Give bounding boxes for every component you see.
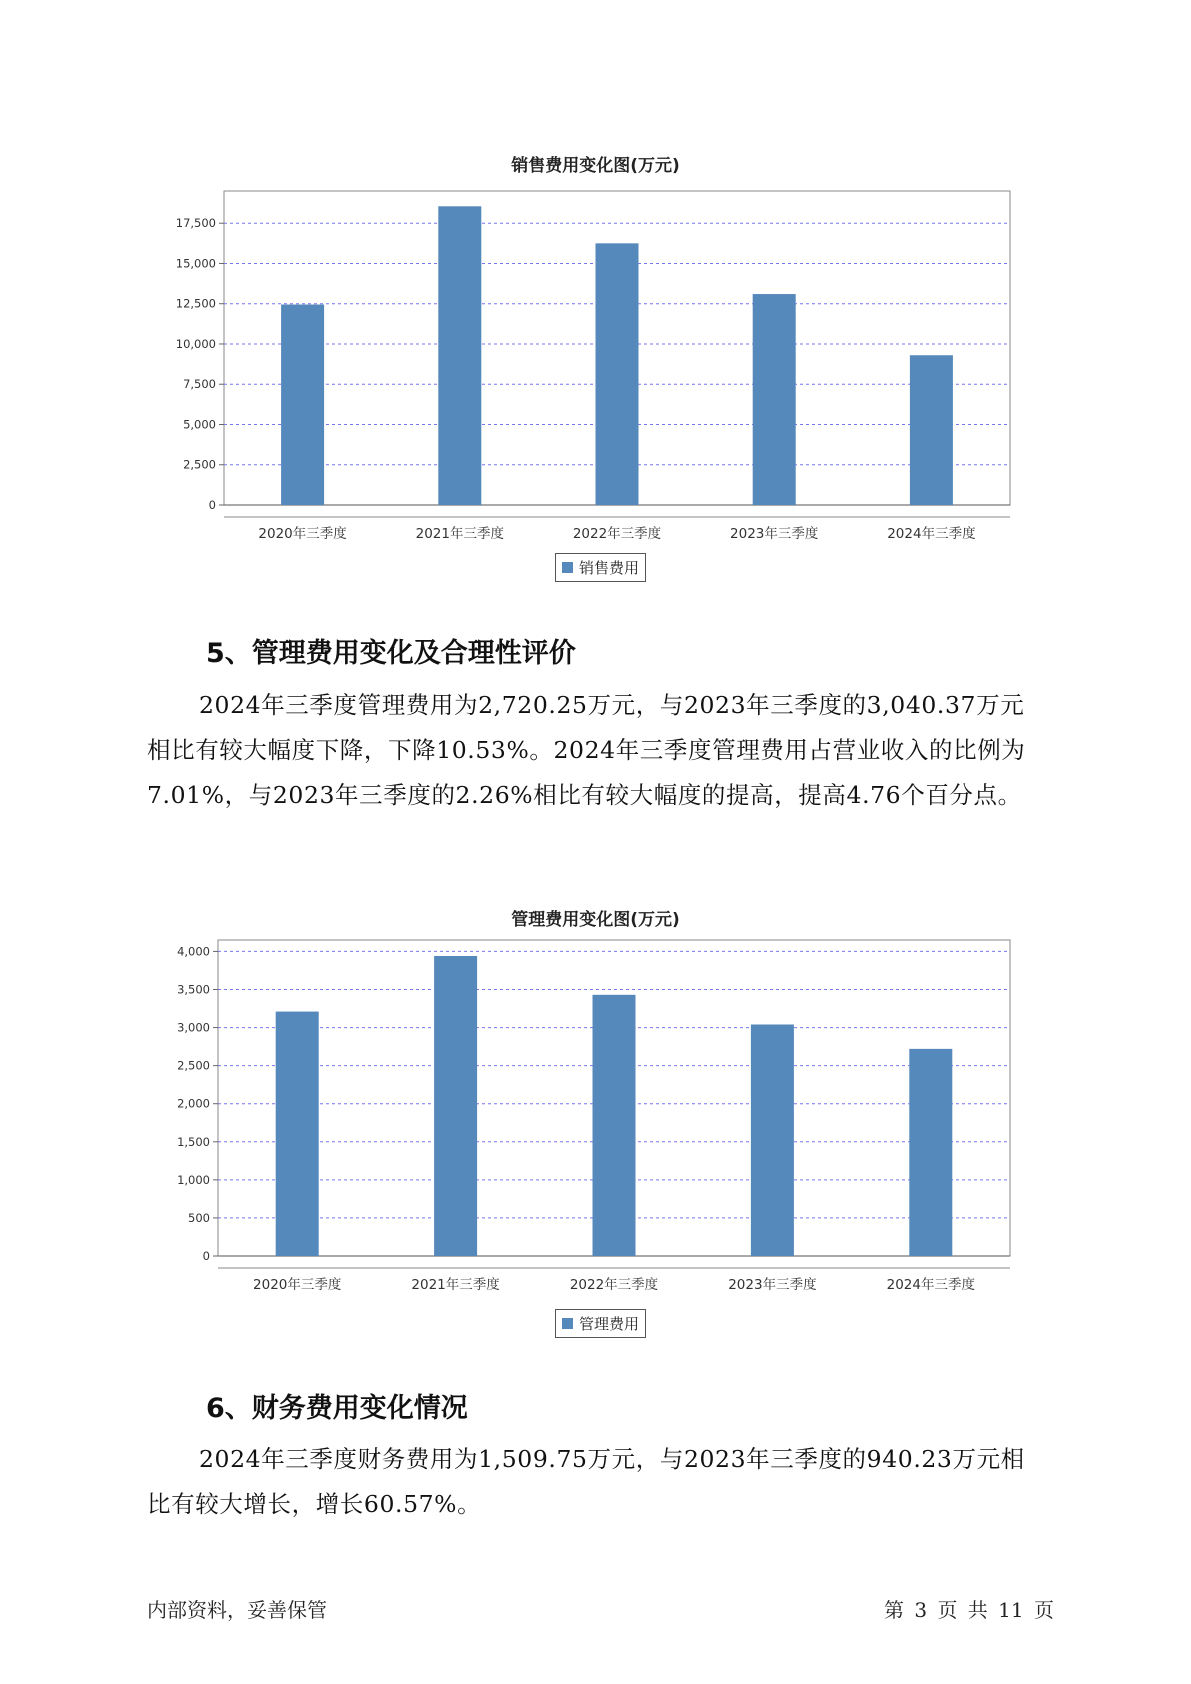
x-tick-label: 2022年三季度 xyxy=(569,1277,659,1293)
x-tick-label: 2023年三季度 xyxy=(728,1277,817,1293)
y-tick-label: 4,000 xyxy=(177,944,210,959)
footer-page-number: 第 3 页 共 11 页 xyxy=(884,1598,1054,1622)
bar-2021年三季度 xyxy=(434,956,477,1256)
admin-expense-chart-title: 管理费用变化图(万元) xyxy=(511,910,680,930)
y-tick-label: 0 xyxy=(208,498,216,512)
legend-swatch-icon xyxy=(562,1318,573,1329)
section-5-paragraph: 2024年三季度管理费用为2,720.25万元，与2023年三季度的3,040.37万元相比有较大幅度下降，下降10.53%。2024年三季度管理费用占营业收入的比例为7.01%，与2023年三季度的2.26%相比有较大幅度的提高，提高4.76个百分点。 xyxy=(147,691,1026,809)
y-tick-label: 3,500 xyxy=(177,982,210,997)
x-tick-label: 2020年三季度 xyxy=(258,526,347,542)
y-tick-label: 17,500 xyxy=(175,216,216,231)
y-tick-label: 1,000 xyxy=(177,1172,210,1187)
y-tick-label: 5,000 xyxy=(183,417,216,432)
section-5-heading: 5、管理费用变化及合理性评价 xyxy=(206,638,576,669)
footer-confidential-note: 内部资料，妥善保管 xyxy=(147,1598,327,1622)
y-tick-label: 2,500 xyxy=(183,457,216,472)
x-tick-label: 2021年三季度 xyxy=(411,1277,500,1293)
y-tick-label: 12,500 xyxy=(175,296,216,311)
legend-label: 管理费用 xyxy=(579,1315,640,1333)
x-tick-label: 2021年三季度 xyxy=(415,526,504,542)
y-tick-label: 500 xyxy=(188,1210,210,1225)
y-tick-label: 7,500 xyxy=(183,377,216,392)
y-tick-label: 2,000 xyxy=(177,1096,210,1111)
y-tick-label: 2,500 xyxy=(177,1058,210,1073)
bar-2022年三季度 xyxy=(593,995,636,1256)
x-tick-label: 2020年三季度 xyxy=(253,1277,342,1293)
bar-2023年三季度 xyxy=(751,1024,794,1256)
y-tick-label: 3,000 xyxy=(177,1020,210,1035)
section-6-heading: 6、财务费用变化情况 xyxy=(206,1393,468,1424)
legend-label: 销售费用 xyxy=(579,559,640,577)
section-6-paragraph: 2024年三季度财务费用为1,509.75万元，与2023年三季度的940.23万元相比有较大增长，增长60.57%。 xyxy=(147,1445,1025,1518)
x-tick-label: 2024年三季度 xyxy=(886,1277,975,1293)
y-tick-label: 1,500 xyxy=(177,1134,210,1149)
x-tick-label: 2022年三季度 xyxy=(572,526,662,542)
x-tick-label: 2023年三季度 xyxy=(730,526,819,542)
admin-expense-legend xyxy=(555,1309,646,1338)
y-tick-label: 0 xyxy=(202,1249,210,1263)
y-tick-label: 10,000 xyxy=(175,336,216,351)
bar-2024年三季度 xyxy=(909,1049,952,1256)
bar-2020年三季度 xyxy=(276,1012,319,1256)
x-tick-label: 2024年三季度 xyxy=(887,526,976,542)
sales-expense-chart-title: 销售费用变化图(万元) xyxy=(511,156,680,176)
y-tick-label: 15,000 xyxy=(175,256,216,271)
